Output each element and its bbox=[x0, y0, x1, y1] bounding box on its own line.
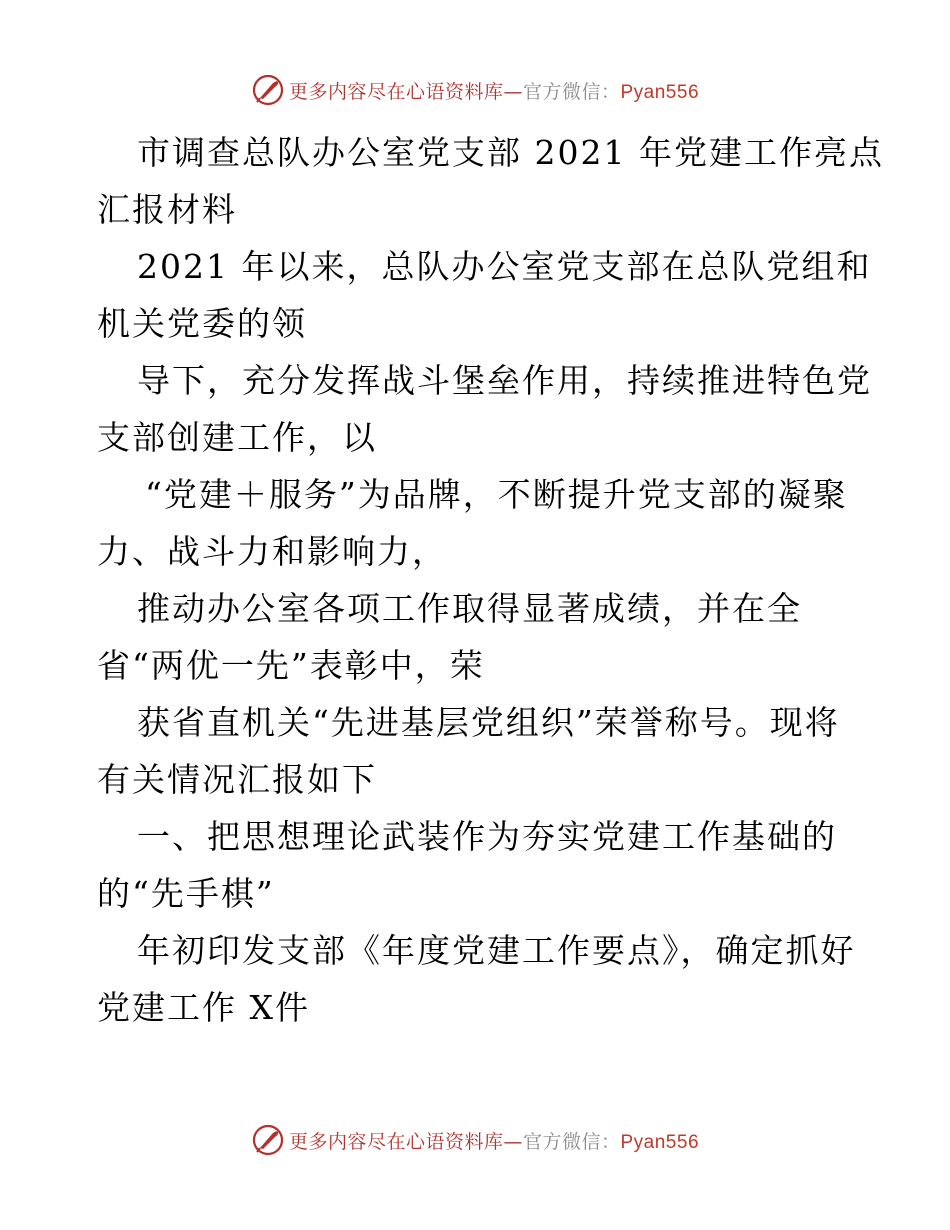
footer-banner bbox=[0, 1120, 950, 1160]
banner-main-text: 更多内容尽在心语资料库— bbox=[288, 1130, 523, 1153]
header-banner-text bbox=[289, 77, 699, 104]
banner-wechat-id: Pyan556 bbox=[620, 81, 700, 103]
doc-line: 一、把思想理论武装作为夯实党建工作基础的 bbox=[137, 817, 837, 856]
doc-line: 省“两优一先”表彰中，荣 bbox=[97, 646, 485, 685]
doc-line: 有关情况汇报如下 bbox=[97, 760, 377, 799]
banner-wechat-label: 官方微信： bbox=[522, 1130, 621, 1153]
header-banner bbox=[0, 70, 950, 110]
banner-wechat-id: Pyan556 bbox=[620, 1131, 700, 1153]
doc-line: 力、战斗力和影响力， bbox=[97, 532, 447, 571]
document-body bbox=[97, 124, 884, 1036]
quill-pen-icon bbox=[251, 73, 285, 107]
doc-line: 导下，充分发挥战斗堡垒作用，持续推进特色党 bbox=[137, 361, 872, 400]
doc-line: 党建工作 X件 bbox=[97, 988, 310, 1027]
banner-main-text: 更多内容尽在心语资料库— bbox=[288, 80, 523, 103]
doc-line: 汇报材料 bbox=[97, 190, 237, 229]
quill-pen-icon bbox=[251, 1123, 285, 1157]
footer-banner-text bbox=[289, 1127, 699, 1154]
doc-line: 推动办公室各项工作取得显著成绩，并在全 bbox=[137, 589, 802, 628]
doc-line: 获省直机关“先进基层党组织”荣誉称号。现将 bbox=[137, 703, 840, 742]
doc-line: 机关党委的领 bbox=[97, 304, 307, 343]
doc-line: 市调查总队办公室党支部 2021 年党建工作亮点 bbox=[137, 133, 884, 172]
doc-line: 年初印发支部《年度党建工作要点》，确定抓好 bbox=[137, 931, 856, 970]
doc-line: “党建＋服务”为品牌，不断提升党支部的凝聚 bbox=[145, 475, 848, 514]
doc-line: 支部创建工作，以 bbox=[97, 418, 377, 457]
banner-wechat-label: 官方微信： bbox=[522, 80, 621, 103]
doc-line: 的“先手棋” bbox=[97, 874, 275, 913]
doc-line: 2021 年以来，总队办公室党支部在总队党组和 bbox=[137, 247, 872, 286]
